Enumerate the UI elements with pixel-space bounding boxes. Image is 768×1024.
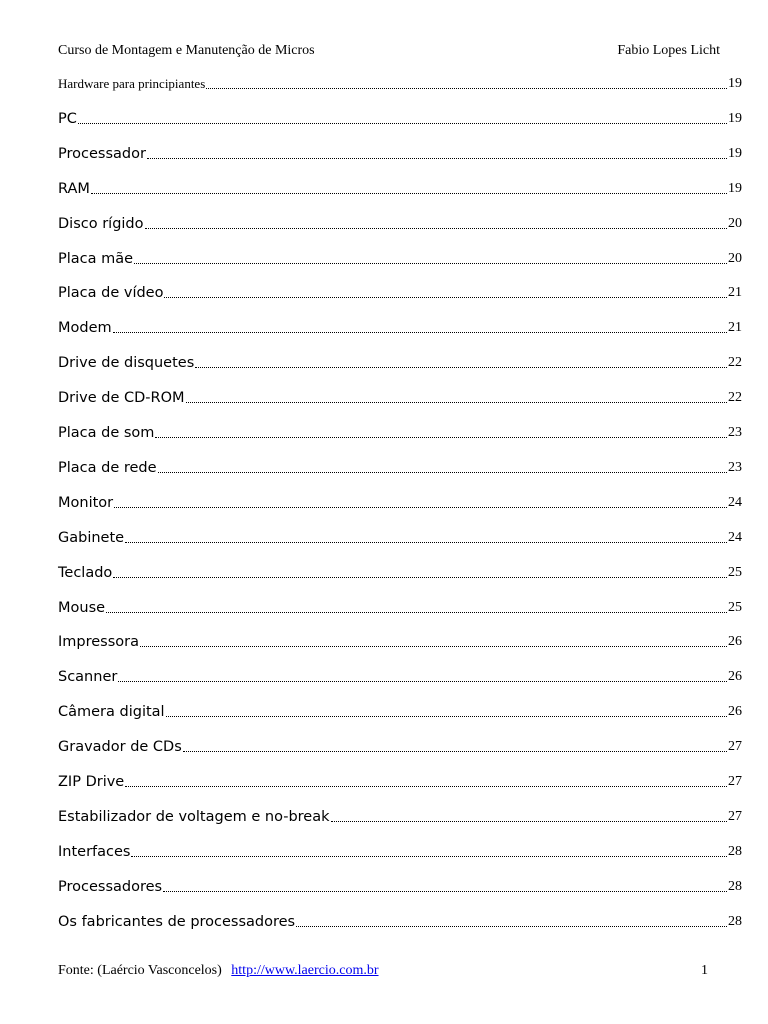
- toc-entry-title: Drive de CD-ROM: [58, 390, 185, 407]
- toc-entry-title: Scanner: [58, 669, 118, 686]
- toc-entry-title: Placa de som: [58, 425, 155, 441]
- toc-entry-title: Modem: [58, 320, 112, 337]
- dot-leader: [140, 646, 727, 647]
- toc-entry[interactable]: [58, 768, 742, 792]
- toc-entry-page: 24: [728, 529, 742, 545]
- toc-entry[interactable]: [58, 663, 742, 687]
- toc-entry-page: 19: [728, 180, 742, 196]
- toc-entry-title: Processadores: [58, 878, 163, 895]
- toc-entry[interactable]: [58, 419, 742, 443]
- dot-leader: [195, 367, 727, 368]
- toc-entry[interactable]: [58, 873, 742, 897]
- dot-leader: [113, 332, 727, 333]
- toc-entry[interactable]: [58, 628, 742, 652]
- dot-leader: [164, 297, 727, 298]
- toc-entry-page: 20: [728, 215, 742, 231]
- toc-entry-page: 19: [728, 76, 742, 91]
- toc-entry-page: 25: [728, 599, 742, 615]
- toc-entry[interactable]: [58, 559, 742, 583]
- toc-entry[interactable]: [58, 140, 742, 164]
- dot-leader: [145, 228, 728, 229]
- footer-source-text: Fonte: (Laércio Vasconcelos): [58, 963, 222, 978]
- dot-leader: [134, 263, 727, 264]
- dot-leader: [158, 472, 727, 473]
- toc-entry[interactable]: [58, 524, 742, 548]
- toc-entry[interactable]: [58, 908, 742, 932]
- toc-entry[interactable]: [58, 838, 742, 862]
- toc-entry-page: 28: [728, 913, 742, 929]
- dot-leader: [296, 926, 727, 927]
- toc-entry-page: 21: [728, 320, 742, 336]
- toc-entry-page: 22: [728, 355, 742, 371]
- toc-entry[interactable]: [58, 70, 742, 94]
- dot-leader: [186, 402, 727, 403]
- toc-entry[interactable]: [58, 733, 742, 757]
- toc-entry-title: Placa mãe: [58, 250, 134, 267]
- toc-entry-title: Estabilizador de voltagem e no-break: [58, 808, 330, 825]
- toc-entry[interactable]: [58, 803, 742, 827]
- toc-entry-page: 28: [728, 878, 742, 894]
- page-number: 1: [701, 963, 708, 978]
- author-name: Fabio Lopes Licht: [617, 43, 720, 58]
- footer-source: [58, 963, 379, 979]
- page-header: [58, 43, 720, 63]
- dot-leader: [91, 193, 727, 194]
- toc-entry-page: 23: [728, 425, 742, 440]
- toc-entry[interactable]: [58, 698, 742, 722]
- toc-entry-page: 25: [728, 564, 742, 580]
- dot-leader: [331, 821, 727, 822]
- toc-entry-title: PC: [58, 110, 77, 127]
- toc-entry-title: Placa de vídeo: [58, 285, 164, 302]
- toc-entry-page: 27: [728, 774, 742, 789]
- toc-entry-page: 27: [728, 739, 742, 755]
- dot-leader: [163, 891, 727, 892]
- toc-entry[interactable]: [58, 314, 742, 338]
- dot-leader: [147, 158, 727, 159]
- toc-entry-title: Disco rígido: [58, 215, 144, 232]
- toc-entry[interactable]: [58, 384, 742, 408]
- dot-leader: [125, 786, 727, 787]
- toc-entry-title: Os fabricantes de processadores: [58, 913, 296, 930]
- dot-leader: [78, 123, 727, 124]
- toc-entry-page: 27: [728, 808, 742, 824]
- dot-leader: [131, 856, 727, 857]
- toc-entry-title: Impressora: [58, 634, 139, 651]
- toc-entry-page: 22: [728, 390, 742, 406]
- page-footer: [58, 963, 708, 983]
- toc-entry-title: Processador: [58, 145, 146, 162]
- dot-leader: [125, 542, 727, 543]
- dot-leader: [166, 716, 727, 717]
- toc-entry-title: Câmera digital: [58, 704, 165, 721]
- dot-leader: [118, 681, 727, 682]
- toc-entry[interactable]: [58, 349, 742, 373]
- dot-leader: [113, 577, 727, 578]
- toc-entry-title: ZIP Drive: [58, 774, 125, 790]
- toc-entry-title: Teclado: [58, 564, 113, 581]
- toc-entry[interactable]: [58, 105, 742, 129]
- toc-entry-title: RAM: [58, 180, 90, 197]
- toc-entry[interactable]: [58, 594, 742, 618]
- dot-leader: [155, 437, 727, 438]
- dot-leader: [114, 507, 727, 508]
- toc-entry-page: 24: [728, 494, 742, 510]
- toc-entry-title: Drive de disquetes: [58, 355, 195, 372]
- toc-entry-page: 19: [728, 110, 742, 126]
- toc-entry-title: Monitor: [58, 494, 114, 511]
- toc-entry[interactable]: [58, 210, 742, 234]
- toc-entry-page: 21: [728, 285, 742, 301]
- toc-entry-title: Gabinete: [58, 529, 125, 546]
- toc-entry-page: 20: [728, 250, 742, 266]
- toc-entry-page: 26: [728, 669, 742, 685]
- toc-entry[interactable]: [58, 175, 742, 199]
- toc-entry-title: Hardware para principiantes: [58, 76, 206, 91]
- course-title: Curso de Montagem e Manutenção de Micros: [58, 43, 315, 58]
- toc-entry[interactable]: [58, 489, 742, 513]
- toc-entry-page: 23: [728, 459, 742, 475]
- toc-entry[interactable]: [58, 279, 742, 303]
- dot-leader: [183, 751, 727, 752]
- toc-entry[interactable]: [58, 245, 742, 269]
- toc-entry-page: 26: [728, 634, 742, 650]
- footer-link[interactable]: http://www.laercio.com.br: [231, 963, 379, 978]
- toc-entry-page: 19: [728, 145, 742, 161]
- dot-leader: [106, 612, 727, 613]
- toc-entry-title: Interfaces: [58, 843, 131, 860]
- toc-entry-title: Mouse: [58, 599, 106, 616]
- toc-entry-page: 28: [728, 843, 742, 859]
- toc-entry-page: 26: [728, 704, 742, 720]
- toc-entry[interactable]: [58, 454, 742, 478]
- toc-entry-title: Gravador de CDs: [58, 739, 182, 756]
- dot-leader: [206, 88, 727, 89]
- toc-entry-title: Placa de rede: [58, 459, 157, 476]
